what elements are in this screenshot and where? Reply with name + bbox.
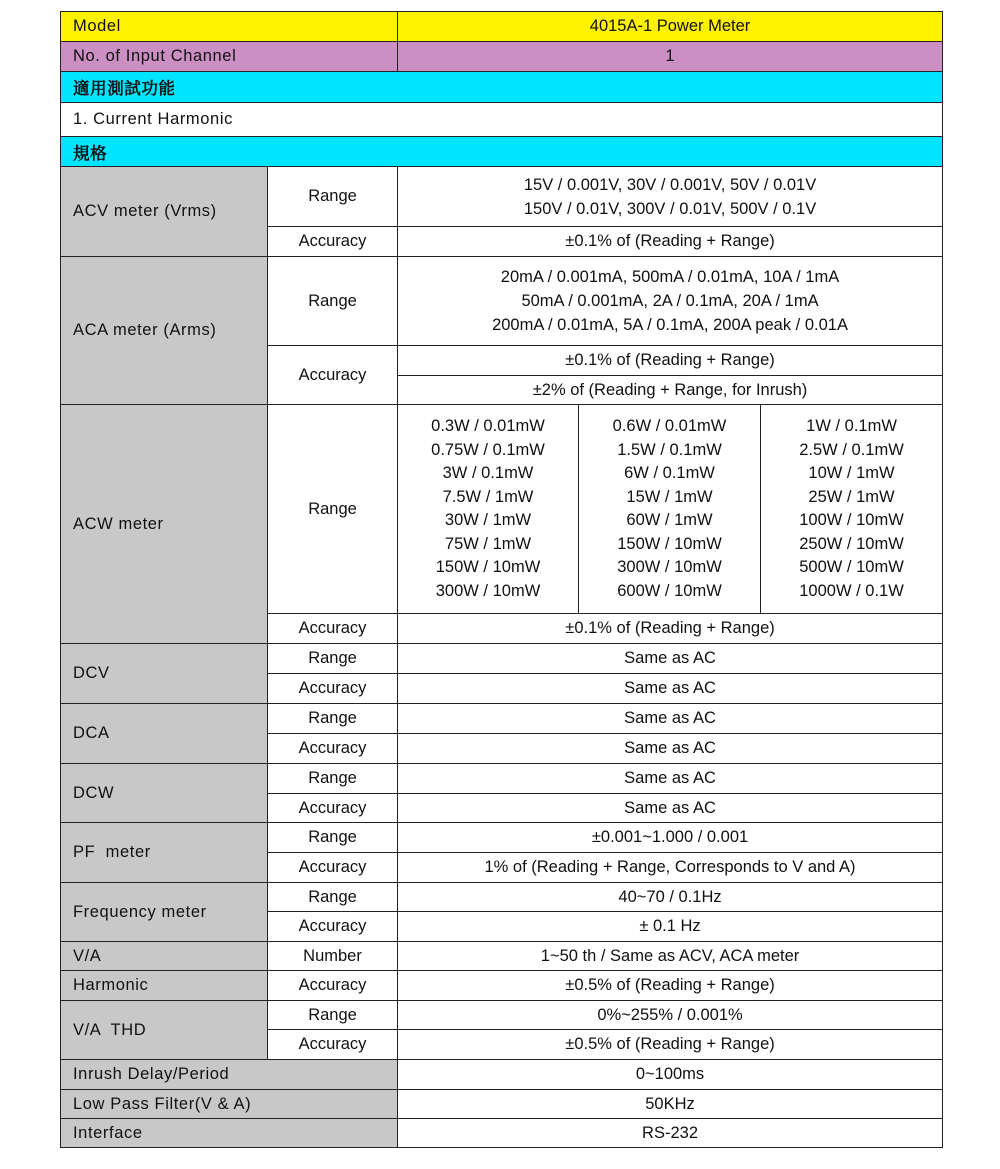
dcv-range-row [61, 644, 943, 674]
acw-range-item: 250W / 10mW [799, 534, 904, 553]
channel-row [61, 42, 943, 72]
harmonic-label-line1: V/A [61, 942, 268, 971]
acw-range-item: 0.75W / 0.1mW [431, 440, 545, 459]
pf-range-label: Range [268, 823, 398, 853]
thd-label: V/A THD [61, 1001, 268, 1060]
acv-accuracy-label: Accuracy [268, 227, 398, 257]
dcv-range-label: Range [268, 644, 398, 674]
acv-range-row [61, 167, 943, 227]
inrush-value: 0~100ms [398, 1060, 943, 1090]
aca-range-label: Range [268, 257, 398, 346]
dcw-accuracy-value: Same as AC [398, 794, 943, 823]
acw-range-item: 2.5W / 0.1mW [799, 440, 904, 459]
model-row [61, 12, 943, 42]
thd-accuracy-label: Accuracy [268, 1030, 398, 1060]
dca-accuracy-label: Accuracy [268, 734, 398, 764]
acw-range-item: 150W / 10mW [617, 534, 722, 553]
dcv-label: DCV [61, 644, 268, 704]
harmonic-number-label: Number [268, 942, 398, 971]
acw-range-column-3 [761, 405, 943, 614]
acw-range-item: 100W / 10mW [799, 511, 904, 529]
aca-range-line: 200mA / 0.01mA, 5A / 0.1mA, 200A peak / 0.01A [492, 316, 848, 334]
acv-range-value [398, 167, 943, 227]
aca-label: ACA meter (Arms) [61, 257, 268, 405]
harmonic-accuracy-label: Accuracy [268, 971, 398, 1001]
acw-range-item: 60W / 1mW [626, 511, 713, 529]
acw-range-item: 6W / 0.1mW [624, 464, 715, 482]
acv-range-line: 150V / 0.01V, 300V / 0.01V, 500V / 0.1V [523, 199, 817, 218]
harmonic-accuracy-value: ±0.5% of (Reading + Range) [398, 971, 943, 1001]
lpf-row [61, 1090, 943, 1119]
functions-heading: 適用測試功能 [61, 72, 943, 103]
inrush-row [61, 1060, 943, 1090]
aca-range-value [398, 257, 943, 346]
acw-range-item: 600W / 10mW [617, 581, 722, 600]
freq-range-row [61, 883, 943, 912]
acw-range-item: 0.3W / 0.01mW [431, 417, 545, 435]
acw-range-item: 3W / 0.1mW [442, 464, 534, 482]
acw-range-row [61, 405, 943, 614]
freq-label: Frequency meter [61, 883, 268, 942]
dcv-range-value: Same as AC [398, 644, 943, 674]
interface-label: Interface [61, 1119, 398, 1148]
freq-range-value: 40~70 / 0.1Hz [398, 883, 943, 912]
thd-range-value: 0%~255% / 0.001% [398, 1001, 943, 1030]
acw-range-item: 150W / 10mW [435, 558, 541, 576]
thd-range-row [61, 1001, 943, 1030]
dca-range-row [61, 704, 943, 734]
spec-table [60, 11, 943, 1148]
acw-range-item: 1000W / 0.1W [799, 581, 904, 600]
acw-range-label: Range [268, 405, 398, 614]
freq-range-label: Range [268, 883, 398, 912]
pf-accuracy-label: Accuracy [268, 853, 398, 883]
lpf-label: Low Pass Filter(V & A) [61, 1090, 398, 1119]
acw-range-item: 15W / 1mW [626, 487, 713, 506]
acw-range-item: 300W / 10mW [617, 558, 722, 576]
harmonic-accuracy-row [61, 971, 943, 1001]
thd-accuracy-value: ±0.5% of (Reading + Range) [398, 1030, 943, 1060]
acw-range-item: 7.5W / 1mW [442, 487, 534, 506]
spec-heading: 規格 [61, 137, 943, 167]
acw-range-item: 10W / 1mW [808, 464, 895, 482]
acw-range-item: 1W / 0.1mW [806, 417, 897, 435]
acw-accuracy-label: Accuracy [268, 614, 398, 644]
harmonic-label-line2: Harmonic [61, 971, 268, 1001]
acw-range-item: 1.5W / 0.1mW [617, 440, 722, 459]
acw-range-item: 25W / 1mW [808, 487, 895, 506]
pf-range-value: ±0.001~1.000 / 0.001 [398, 823, 943, 853]
acw-range-item: 300W / 10mW [435, 581, 541, 600]
dca-accuracy-value: Same as AC [398, 734, 943, 764]
pf-label: PF meter [61, 823, 268, 883]
acw-range-item: 75W / 1mW [444, 534, 532, 553]
aca-accuracy-value: ±0.1% of (Reading + Range) [398, 346, 943, 376]
lpf-value: 50KHz [398, 1090, 943, 1119]
channel-label: No. of Input Channel [61, 42, 398, 72]
freq-accuracy-value: ± 0.1 Hz [398, 912, 943, 942]
aca-range-row [61, 257, 943, 346]
dca-range-value: Same as AC [398, 704, 943, 734]
dcv-accuracy-label: Accuracy [268, 674, 398, 704]
harmonic-number-row [61, 942, 943, 971]
pf-accuracy-value: 1% of (Reading + Range, Corresponds to V and A) [398, 853, 943, 883]
acw-range-column-2 [579, 405, 761, 614]
acv-accuracy-value: ±0.1% of (Reading + Range) [398, 227, 943, 257]
dcw-label: DCW [61, 764, 268, 823]
acw-range-item: 0.6W / 0.01mW [612, 417, 727, 435]
model-label: Model [61, 12, 398, 42]
dca-label: DCA [61, 704, 268, 764]
aca-range-line: 50mA / 0.001mA, 2A / 0.1mA, 20A / 1mA [521, 292, 819, 310]
dcw-accuracy-label: Accuracy [268, 794, 398, 823]
acw-label: ACW meter [61, 405, 268, 644]
aca-accuracy-label: Accuracy [268, 346, 398, 405]
pf-range-row [61, 823, 943, 853]
aca-inrush-accuracy-value: ±2% of (Reading + Range, for Inrush) [398, 376, 943, 405]
channel-value: 1 [398, 42, 943, 72]
dca-range-label: Range [268, 704, 398, 734]
model-value: 4015A-1 Power Meter [398, 12, 943, 42]
acv-range-label: Range [268, 167, 398, 227]
function-item: 1. Current Harmonic [61, 103, 943, 137]
inrush-label: Inrush Delay/Period [61, 1060, 398, 1090]
thd-range-label: Range [268, 1001, 398, 1030]
dcw-range-row [61, 764, 943, 794]
acw-range-item: 500W / 10mW [799, 558, 904, 576]
acv-label: ACV meter (Vrms) [61, 167, 268, 257]
dcv-accuracy-value: Same as AC [398, 674, 943, 704]
acw-range-column-1 [398, 405, 579, 614]
aca-range-line: 20mA / 0.001mA, 500mA / 0.01mA, 10A / 1mA [500, 268, 840, 286]
acw-accuracy-value: ±0.1% of (Reading + Range) [398, 614, 943, 644]
dcw-range-label: Range [268, 764, 398, 794]
harmonic-number-value: 1~50 th / Same as ACV, ACA meter [398, 942, 943, 971]
interface-row [61, 1119, 943, 1148]
interface-value: RS-232 [398, 1119, 943, 1148]
acw-range-item: 30W / 1mW [444, 511, 532, 529]
dcw-range-value: Same as AC [398, 764, 943, 794]
acv-range-line: 15V / 0.001V, 30V / 0.001V, 50V / 0.01V [523, 175, 817, 194]
freq-accuracy-label: Accuracy [268, 912, 398, 942]
